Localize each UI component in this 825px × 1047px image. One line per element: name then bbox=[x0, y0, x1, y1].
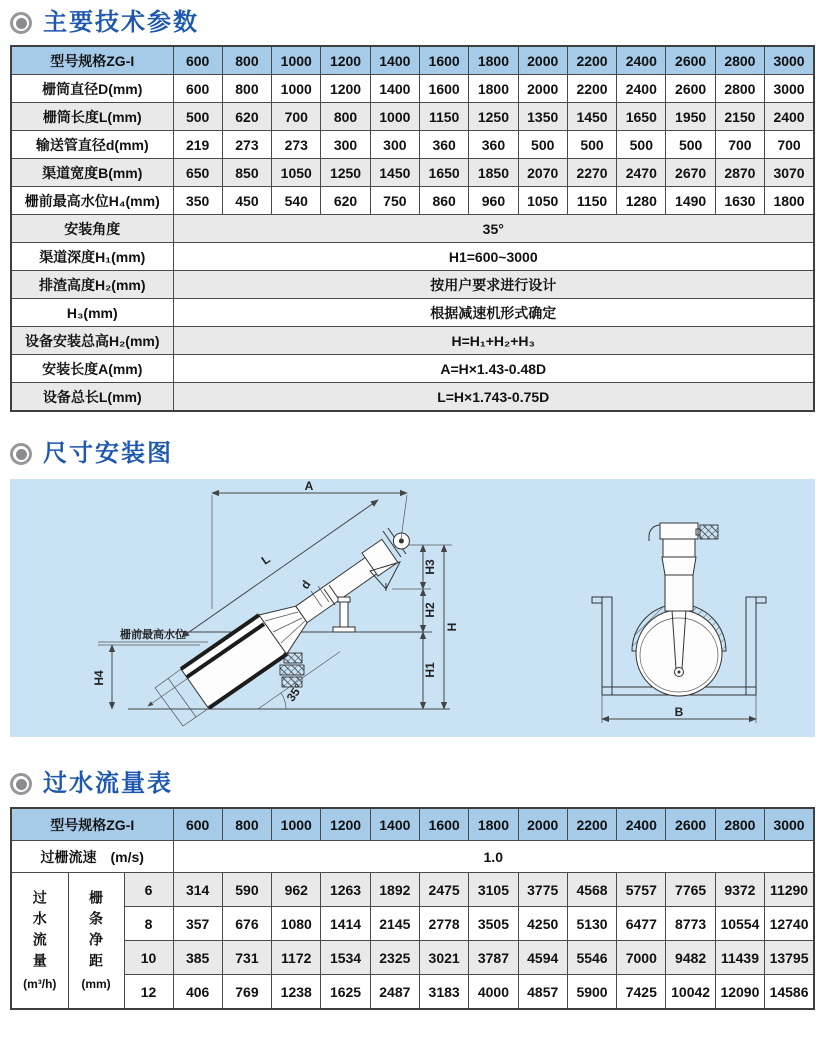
row-value: 360 bbox=[419, 131, 468, 159]
row-label: 输送管直径d(mm) bbox=[11, 131, 173, 159]
row-value: 500 bbox=[518, 131, 567, 159]
row-label: 栅筒长度L(mm) bbox=[11, 103, 173, 131]
section-title-flow: 过水流量表 bbox=[43, 770, 173, 797]
table-row bbox=[11, 215, 814, 243]
row-value: 1150 bbox=[419, 103, 468, 131]
flow-value: 5900 bbox=[567, 975, 616, 1010]
section-title-install: 尺寸安装图 bbox=[43, 440, 173, 467]
merged-row-value: H=H₁+H₂+H₃ bbox=[173, 327, 814, 355]
model-header-value: 1200 bbox=[321, 46, 370, 75]
channel-wall-left bbox=[602, 597, 612, 695]
table-row bbox=[11, 975, 814, 1010]
model-header-value: 2400 bbox=[617, 46, 666, 75]
row-value: 1490 bbox=[666, 187, 715, 215]
flow-value: 4568 bbox=[567, 873, 616, 907]
row-value: 1150 bbox=[567, 187, 616, 215]
section-bullet-icon bbox=[10, 12, 32, 34]
flow-value: 769 bbox=[222, 975, 271, 1010]
row-value: 1600 bbox=[419, 75, 468, 103]
flow-value: 1534 bbox=[321, 941, 370, 975]
flow-value: 8773 bbox=[666, 907, 715, 941]
model-header-value: 1200 bbox=[321, 808, 370, 841]
gap-axis-label: 栅条净距 (mm) bbox=[68, 873, 124, 1010]
row-value: 3070 bbox=[765, 159, 814, 187]
flow-value: 2475 bbox=[419, 873, 468, 907]
table-row bbox=[11, 75, 814, 103]
row-value: 500 bbox=[173, 103, 222, 131]
installation-diagram-svg bbox=[10, 479, 815, 737]
model-header-value: 800 bbox=[222, 46, 271, 75]
page bbox=[0, 8, 825, 1010]
merged-row-value: A=H×1.43-0.48D bbox=[173, 355, 814, 383]
flow-value: 12740 bbox=[765, 907, 814, 941]
dim-label-h2: H2 bbox=[423, 602, 437, 618]
flow-value: 5130 bbox=[567, 907, 616, 941]
dim-label-b: B bbox=[674, 705, 684, 719]
row-label: 栅筒直径D(mm) bbox=[11, 75, 173, 103]
model-header-value: 800 bbox=[222, 808, 271, 841]
model-header-value: 2000 bbox=[518, 808, 567, 841]
flow-value: 2487 bbox=[370, 975, 419, 1010]
table-row bbox=[11, 299, 814, 327]
flow-value: 5757 bbox=[617, 873, 666, 907]
section-bullet-icon bbox=[10, 773, 32, 795]
row-label: 设备安装总高H₂(mm) bbox=[11, 327, 173, 355]
drum-face bbox=[636, 610, 722, 696]
channel-wall-right bbox=[746, 597, 756, 695]
flow-value: 406 bbox=[173, 975, 222, 1010]
flow-value: 12090 bbox=[715, 975, 764, 1010]
row-value: 620 bbox=[321, 187, 370, 215]
row-value: 450 bbox=[222, 187, 271, 215]
row-value: 300 bbox=[370, 131, 419, 159]
table-row bbox=[11, 383, 814, 412]
row-label: 排渣高度H₂(mm) bbox=[11, 271, 173, 299]
row-label: 安装长度A(mm) bbox=[11, 355, 173, 383]
row-value: 540 bbox=[272, 187, 321, 215]
velocity-value: 1.0 bbox=[173, 841, 814, 873]
row-value: 800 bbox=[321, 103, 370, 131]
model-header-value: 1400 bbox=[370, 808, 419, 841]
row-value: 1000 bbox=[370, 103, 419, 131]
model-header-value: 1400 bbox=[370, 46, 419, 75]
row-value: 1280 bbox=[617, 187, 666, 215]
model-header-value: 2200 bbox=[567, 46, 616, 75]
row-value: 700 bbox=[715, 131, 764, 159]
row-value: 1650 bbox=[617, 103, 666, 131]
flow-value: 6477 bbox=[617, 907, 666, 941]
row-value: 2200 bbox=[567, 75, 616, 103]
merged-row-value: L=H×1.743-0.75D bbox=[173, 383, 814, 412]
flow-value: 11290 bbox=[765, 873, 814, 907]
flow-value: 1625 bbox=[321, 975, 370, 1010]
flow-value: 4594 bbox=[518, 941, 567, 975]
table-row bbox=[11, 187, 814, 215]
flow-value: 11439 bbox=[715, 941, 764, 975]
row-label: H₃(mm) bbox=[11, 299, 173, 327]
row-value: 2870 bbox=[715, 159, 764, 187]
row-value: 1800 bbox=[765, 187, 814, 215]
model-header-value: 600 bbox=[173, 46, 222, 75]
table-row bbox=[11, 873, 814, 907]
flow-value: 4857 bbox=[518, 975, 567, 1010]
row-value: 1450 bbox=[370, 159, 419, 187]
table-row bbox=[11, 355, 814, 383]
flow-value: 1892 bbox=[370, 873, 419, 907]
angle-label: 35° bbox=[283, 681, 306, 705]
flow-value: 4250 bbox=[518, 907, 567, 941]
gap-value: 6 bbox=[124, 873, 173, 907]
water-level-label: 栅前最高水位 bbox=[120, 629, 186, 641]
row-value: 2400 bbox=[765, 103, 814, 131]
flow-rate-table bbox=[10, 807, 815, 1010]
row-value: 3000 bbox=[765, 75, 814, 103]
row-label: 渠道深度H₁(mm) bbox=[11, 243, 173, 271]
flow-value: 1414 bbox=[321, 907, 370, 941]
flow-value: 2325 bbox=[370, 941, 419, 975]
flow-value: 3775 bbox=[518, 873, 567, 907]
row-value: 2150 bbox=[715, 103, 764, 131]
model-header-value: 1800 bbox=[469, 46, 518, 75]
row-value: 2270 bbox=[567, 159, 616, 187]
flow-value: 314 bbox=[173, 873, 222, 907]
row-value: 1800 bbox=[469, 75, 518, 103]
row-value: 1950 bbox=[666, 103, 715, 131]
flow-value: 10042 bbox=[666, 975, 715, 1010]
dim-label-h3: H3 bbox=[423, 559, 437, 575]
gap-value: 10 bbox=[124, 941, 173, 975]
dim-label-h: H bbox=[445, 622, 459, 632]
row-value: 860 bbox=[419, 187, 468, 215]
model-header-value: 1600 bbox=[419, 808, 468, 841]
model-header-label: 型号规格ZG-I bbox=[11, 808, 173, 841]
flow-value: 1080 bbox=[272, 907, 321, 941]
flow-value: 3183 bbox=[419, 975, 468, 1010]
row-value: 1200 bbox=[321, 75, 370, 103]
row-value: 1350 bbox=[518, 103, 567, 131]
flow-value: 7000 bbox=[617, 941, 666, 975]
row-value: 2400 bbox=[617, 75, 666, 103]
row-value: 300 bbox=[321, 131, 370, 159]
table-row bbox=[11, 131, 814, 159]
row-value: 1000 bbox=[272, 75, 321, 103]
row-value: 1650 bbox=[419, 159, 468, 187]
section-header-flow bbox=[10, 769, 815, 799]
section-bullet-icon bbox=[10, 443, 32, 465]
row-label: 栅前最高水位H₄(mm) bbox=[11, 187, 173, 215]
flow-value: 5546 bbox=[567, 941, 616, 975]
row-value: 2070 bbox=[518, 159, 567, 187]
model-header-value: 600 bbox=[173, 808, 222, 841]
gap-value: 8 bbox=[124, 907, 173, 941]
row-value: 2670 bbox=[666, 159, 715, 187]
table-row bbox=[11, 327, 814, 355]
merged-row-value: 按用户要求进行设计 bbox=[173, 271, 814, 299]
row-value: 1850 bbox=[469, 159, 518, 187]
discharge-block bbox=[284, 653, 302, 663]
row-value: 500 bbox=[567, 131, 616, 159]
model-header-value: 2800 bbox=[715, 808, 764, 841]
flow-value: 357 bbox=[173, 907, 222, 941]
flow-value: 590 bbox=[222, 873, 271, 907]
installation-diagram bbox=[10, 479, 815, 737]
table-row bbox=[11, 243, 814, 271]
row-value: 1400 bbox=[370, 75, 419, 103]
support-leg bbox=[340, 601, 348, 628]
row-value: 2000 bbox=[518, 75, 567, 103]
row-value: 219 bbox=[173, 131, 222, 159]
dim-label-h4: H4 bbox=[92, 670, 106, 686]
flow-value: 3787 bbox=[469, 941, 518, 975]
flow-value: 13795 bbox=[765, 941, 814, 975]
row-value: 650 bbox=[173, 159, 222, 187]
discharge-pipe bbox=[665, 575, 693, 611]
flow-value: 1238 bbox=[272, 975, 321, 1010]
flow-value: 731 bbox=[222, 941, 271, 975]
velocity-label: 过栅流速 (m/s) bbox=[11, 841, 173, 873]
table-row bbox=[11, 907, 814, 941]
model-header-value: 2800 bbox=[715, 46, 764, 75]
model-header-value: 1000 bbox=[272, 808, 321, 841]
flow-value: 14586 bbox=[765, 975, 814, 1010]
flow-value: 2145 bbox=[370, 907, 419, 941]
row-value: 960 bbox=[469, 187, 518, 215]
flow-value: 4000 bbox=[469, 975, 518, 1010]
model-header-value: 1600 bbox=[419, 46, 468, 75]
flow-value: 3505 bbox=[469, 907, 518, 941]
model-header-value: 2600 bbox=[666, 46, 715, 75]
row-value: 350 bbox=[173, 187, 222, 215]
row-value: 750 bbox=[370, 187, 419, 215]
row-value: 1250 bbox=[469, 103, 518, 131]
model-header-value: 3000 bbox=[765, 46, 814, 75]
row-value: 360 bbox=[469, 131, 518, 159]
row-value: 500 bbox=[617, 131, 666, 159]
flow-axis-label: 过水流量 (m³/h) bbox=[11, 873, 68, 1010]
table-row bbox=[11, 159, 814, 187]
flow-value: 676 bbox=[222, 907, 271, 941]
row-value: 273 bbox=[222, 131, 271, 159]
row-value: 700 bbox=[272, 103, 321, 131]
flow-value: 3021 bbox=[419, 941, 468, 975]
row-value: 1450 bbox=[567, 103, 616, 131]
row-value: 800 bbox=[222, 75, 271, 103]
row-value: 700 bbox=[765, 131, 814, 159]
section-header-tech bbox=[10, 8, 815, 38]
table-row bbox=[11, 271, 814, 299]
row-value: 2470 bbox=[617, 159, 666, 187]
model-header-value: 2200 bbox=[567, 808, 616, 841]
merged-row-value: 根据减速机形式确定 bbox=[173, 299, 814, 327]
model-header-value: 2400 bbox=[617, 808, 666, 841]
model-header-value: 2000 bbox=[518, 46, 567, 75]
flow-value: 1263 bbox=[321, 873, 370, 907]
table-row bbox=[11, 103, 814, 131]
row-label: 渠道宽度B(mm) bbox=[11, 159, 173, 187]
section-title-tech: 主要技术参数 bbox=[43, 9, 199, 36]
row-value: 1250 bbox=[321, 159, 370, 187]
flow-value: 9372 bbox=[715, 873, 764, 907]
model-header-label: 型号规格ZG-I bbox=[11, 46, 173, 75]
flow-value: 962 bbox=[272, 873, 321, 907]
row-value: 273 bbox=[272, 131, 321, 159]
flow-value: 7765 bbox=[666, 873, 715, 907]
dim-label-a: A bbox=[304, 479, 314, 493]
pipe-hook bbox=[649, 525, 660, 541]
row-value: 620 bbox=[222, 103, 271, 131]
gap-value: 12 bbox=[124, 975, 173, 1010]
row-value: 600 bbox=[173, 75, 222, 103]
dim-label-d: d bbox=[297, 577, 314, 592]
model-header-value: 2600 bbox=[666, 808, 715, 841]
row-value: 2600 bbox=[666, 75, 715, 103]
row-value: 1050 bbox=[518, 187, 567, 215]
model-header-value: 3000 bbox=[765, 808, 814, 841]
merged-row-value: H1=600~3000 bbox=[173, 243, 814, 271]
dim-label-h1: H1 bbox=[423, 662, 437, 678]
row-value: 500 bbox=[666, 131, 715, 159]
flow-value: 3105 bbox=[469, 873, 518, 907]
row-label: 安装角度 bbox=[11, 215, 173, 243]
flow-value: 10554 bbox=[715, 907, 764, 941]
front-motor bbox=[700, 525, 718, 539]
row-value: 1050 bbox=[272, 159, 321, 187]
flow-value: 9482 bbox=[666, 941, 715, 975]
section-header-install bbox=[10, 439, 815, 469]
tech-params-table bbox=[10, 45, 815, 412]
merged-row-value: 35° bbox=[173, 215, 814, 243]
row-value: 2800 bbox=[715, 75, 764, 103]
model-header-value: 1800 bbox=[469, 808, 518, 841]
row-value: 1630 bbox=[715, 187, 764, 215]
row-value: 850 bbox=[222, 159, 271, 187]
flow-value: 1172 bbox=[272, 941, 321, 975]
flow-value: 7425 bbox=[617, 975, 666, 1010]
flow-value: 2778 bbox=[419, 907, 468, 941]
flow-value: 385 bbox=[173, 941, 222, 975]
row-label: 设备总长L(mm) bbox=[11, 383, 173, 412]
dim-label-l: L bbox=[258, 551, 273, 568]
table-row bbox=[11, 941, 814, 975]
model-header-value: 1000 bbox=[272, 46, 321, 75]
